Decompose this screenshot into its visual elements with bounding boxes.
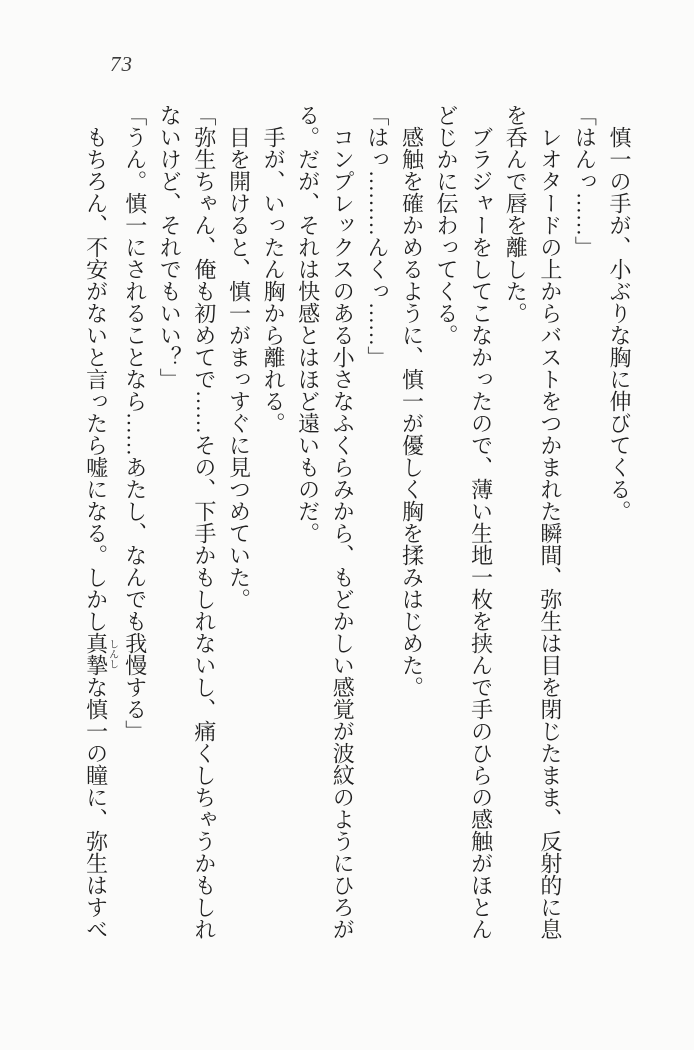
paragraph: 慎一の手が、小ぶりな胸に伸びてくる。 bbox=[607, 126, 632, 522]
paragraph-dialogue: 「弥生ちゃん、俺も初めてで……その、下手かもしれないし、痛くしちゃうかもしれないけど、それでもいい？」 bbox=[157, 104, 217, 940]
paragraph: 手が、いったん胸から離れる。 bbox=[261, 126, 287, 434]
paragraph: コンプレックスのある小さなふくらみから、もどかしい感覚が波紋のようにひろがる。だが、それは快感とはほど遠いものだ。 bbox=[295, 104, 356, 940]
paragraph-dialogue: 「はっ………んくっ……」 bbox=[364, 104, 390, 368]
paragraph: ブラジャーをしてこなかったので、薄い生地一枚を挟んで手のひらの感触がほとんどじかに伝わってくる。 bbox=[434, 104, 494, 940]
paragraph-dialogue: 「はんっ……」 bbox=[572, 104, 598, 258]
ruby-base: 真摯 bbox=[83, 632, 109, 676]
paragraph: 感触を確かめるように、慎一が優しく胸を揉みはじめた。 bbox=[399, 126, 425, 698]
ruby-annotation bbox=[83, 632, 118, 676]
paragraph-dialogue: 「うん。慎一にされることなら……あたし、なんでも我慢する」 bbox=[122, 104, 148, 742]
paragraph: レオタードの上からバストをつかまれた瞬間、弥生は目を閉じたまま、反射的に息を呑んで唇を離した。 bbox=[503, 104, 563, 940]
page-text bbox=[78, 104, 636, 942]
paragraph: 目を開けると、慎一がまっすぐに見つめていた。 bbox=[226, 126, 252, 610]
page-number: 73 bbox=[110, 52, 133, 76]
ruby-furigana: しんし bbox=[106, 632, 118, 676]
paragraph bbox=[78, 104, 117, 942]
paragraph-text: もちろん、不安がないと言ったら嘘になる。しかし bbox=[83, 126, 109, 632]
paragraph-text: な慎一の瞳に、弥生はすべ bbox=[83, 676, 109, 940]
